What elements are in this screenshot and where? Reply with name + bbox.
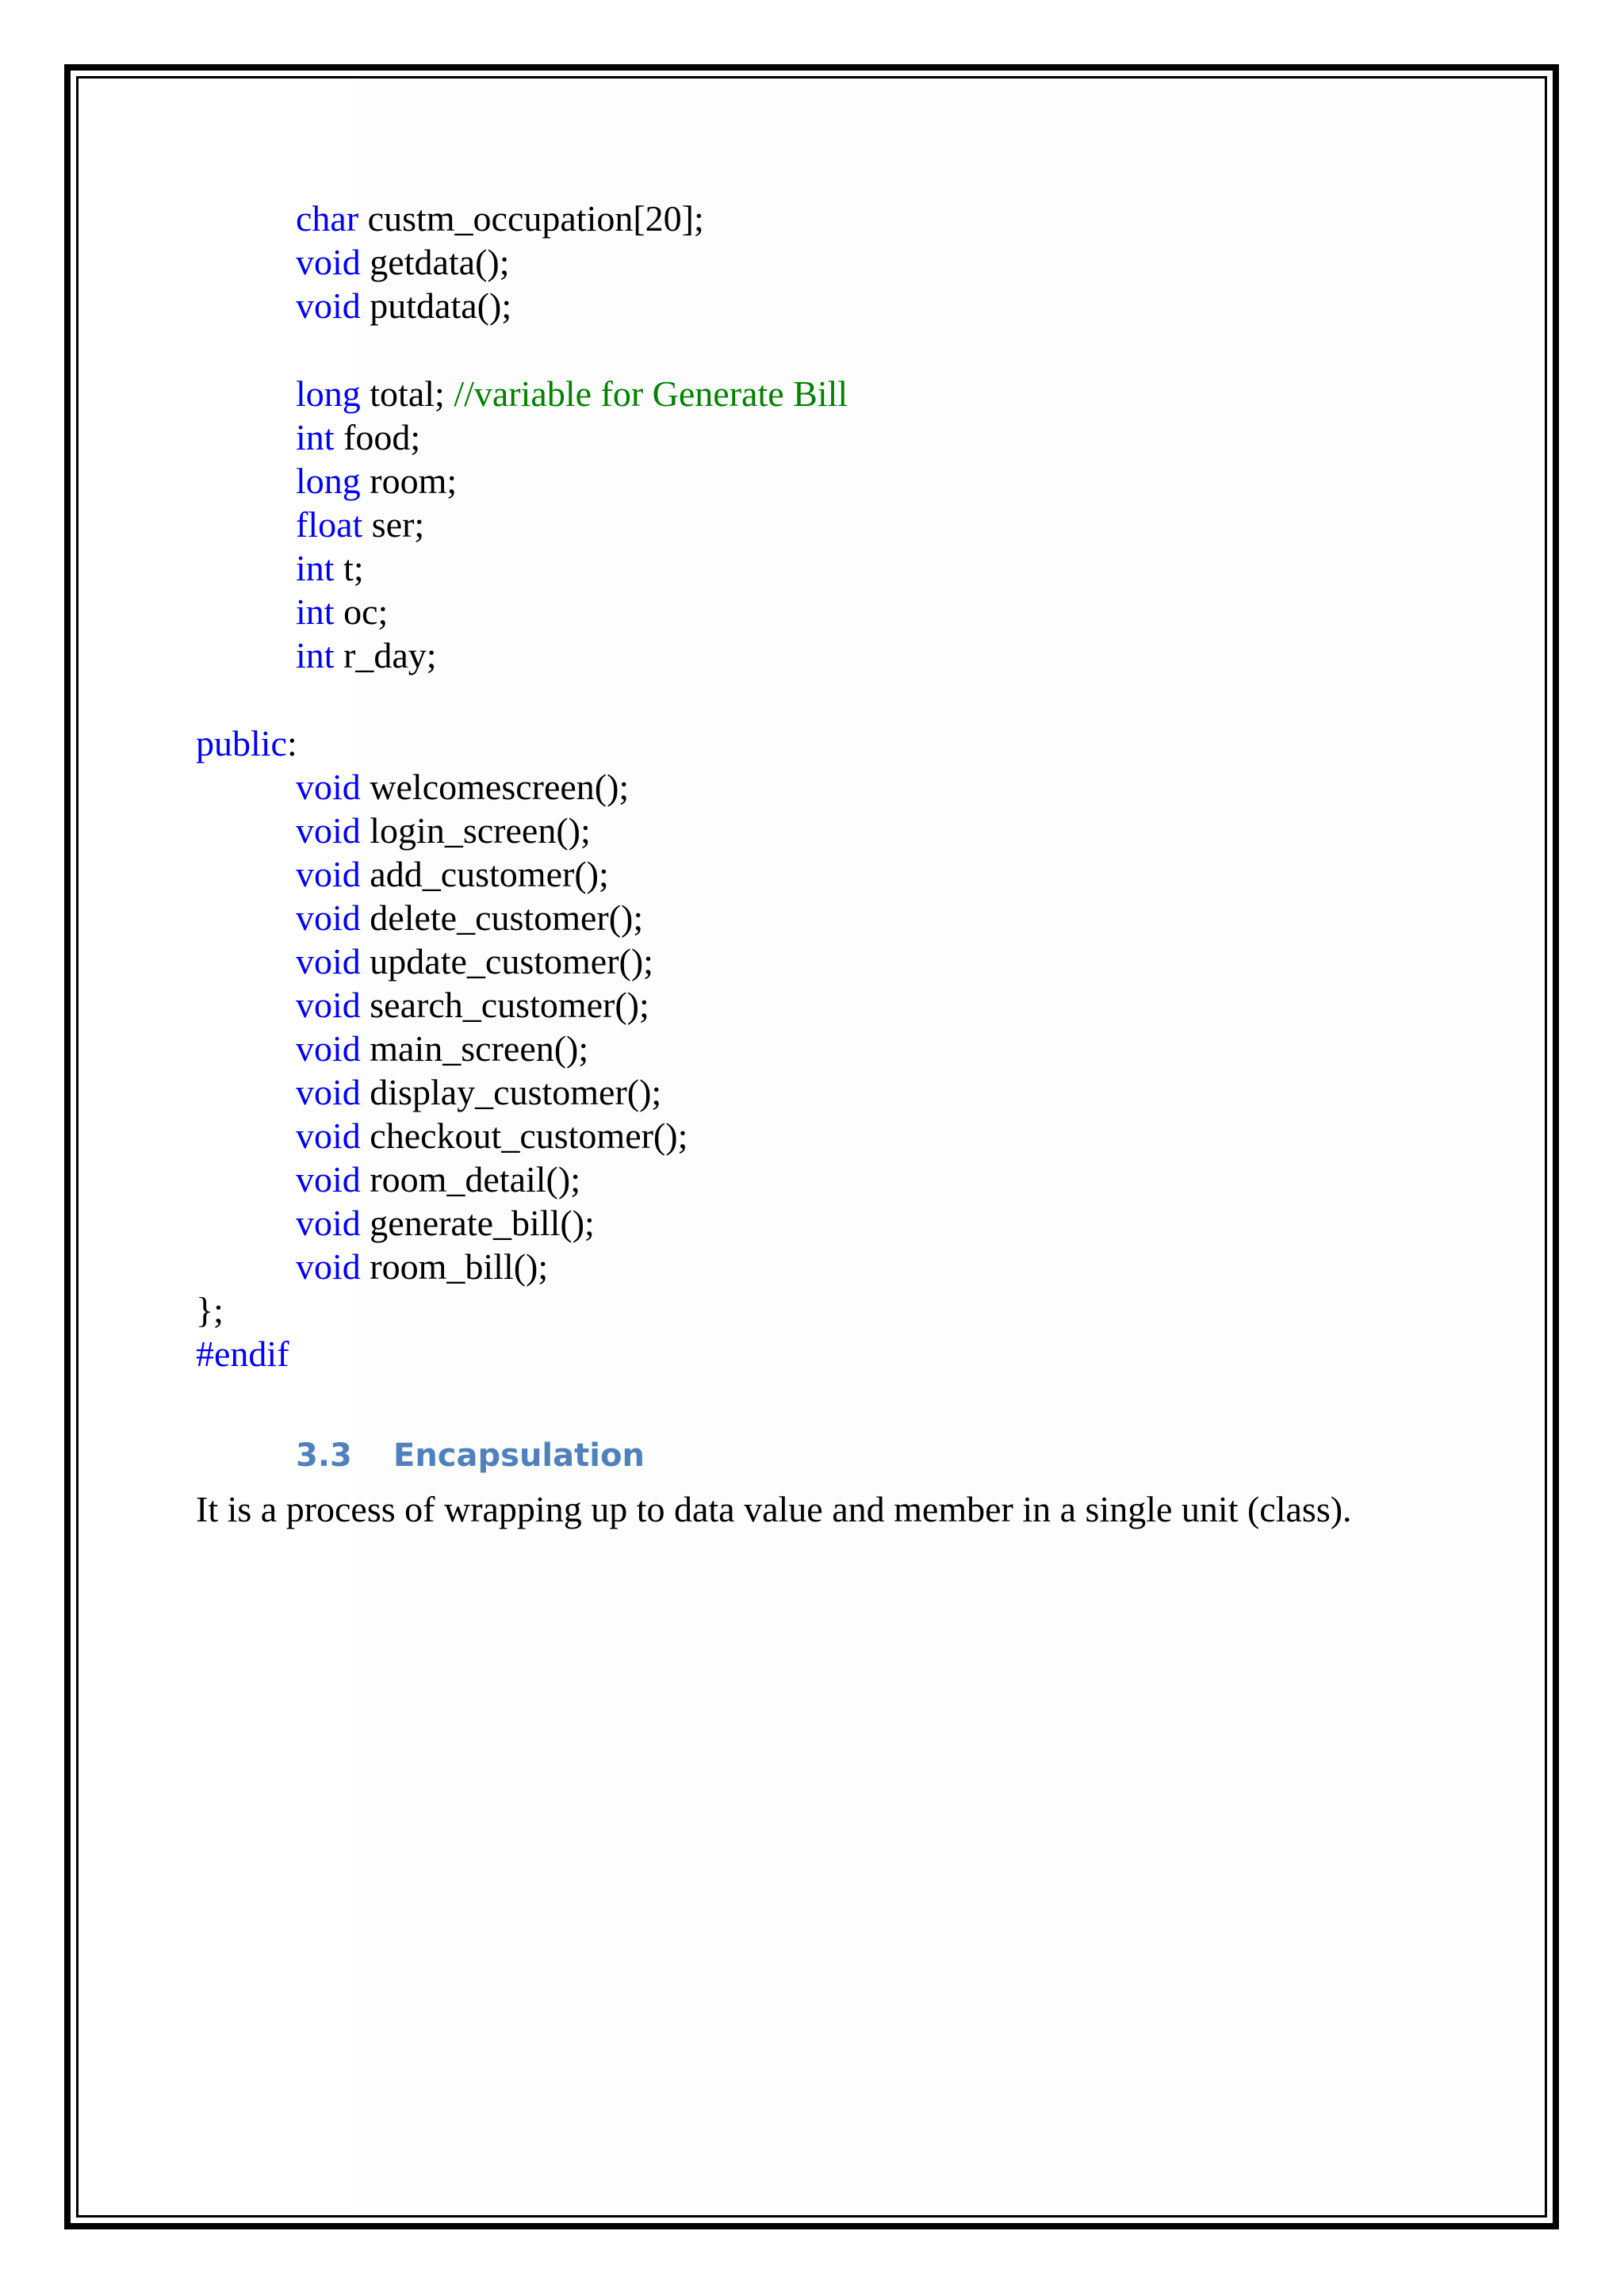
code-keyword: void: [296, 1072, 361, 1112]
code-text: add_customer();: [360, 854, 609, 894]
code-keyword: void: [296, 242, 361, 282]
code-line: [296, 546, 364, 591]
code-line: [296, 1027, 588, 1071]
code-keyword: void: [296, 1246, 361, 1287]
code-line: [296, 983, 649, 1027]
code-text: r_day;: [334, 635, 437, 675]
code-line: [296, 896, 643, 940]
code-text: getdata();: [360, 242, 510, 282]
code-line: [296, 852, 609, 897]
code-keyword: long: [296, 373, 361, 414]
code-line: [296, 809, 591, 853]
code-line: [296, 1114, 688, 1158]
code-text: putdata();: [360, 285, 512, 326]
code-keyword: int: [296, 417, 335, 457]
code-keyword: int: [296, 635, 335, 675]
code-text: room_bill();: [360, 1246, 549, 1287]
code-line: [296, 1070, 661, 1115]
code-keyword: int: [296, 548, 335, 588]
code-text: total;: [360, 373, 454, 414]
code-text: room_detail();: [360, 1159, 580, 1200]
code-comment: //variable for Generate Bill: [454, 373, 848, 414]
code-line: [296, 633, 437, 678]
code-line-class-end: };: [196, 1290, 224, 1330]
code-line-endif: #endif: [196, 1334, 289, 1374]
code-text: login_screen();: [360, 810, 591, 851]
code-text: checkout_customer();: [360, 1115, 688, 1156]
code-keyword: void: [296, 810, 361, 851]
code-line: [296, 372, 848, 416]
code-line: [296, 503, 424, 547]
section-title: Encapsulation: [393, 1437, 645, 1474]
code-text: custm_occupation[20];: [358, 198, 704, 239]
code-line: [296, 415, 420, 460]
code-text: update_customer();: [360, 941, 653, 982]
code-keyword: void: [296, 854, 361, 894]
code-text: welcomescreen();: [360, 767, 630, 807]
code-text: delete_customer();: [360, 897, 644, 938]
code-line: [296, 459, 457, 503]
code-keyword: void: [296, 985, 361, 1025]
section-number: 3.3: [296, 1437, 352, 1474]
code-text: search_customer();: [360, 985, 649, 1025]
code-keyword: void: [296, 1203, 361, 1243]
code-keyword: int: [296, 591, 335, 632]
code-line-public-label: [196, 721, 297, 766]
code-keyword: public: [196, 723, 287, 763]
code-line: [296, 765, 629, 809]
code-keyword: void: [296, 897, 361, 938]
code-keyword: void: [296, 1159, 361, 1200]
code-text: t;: [334, 548, 364, 588]
code-text: room;: [360, 461, 458, 501]
code-keyword: void: [296, 941, 361, 982]
code-text: oc;: [334, 591, 389, 632]
code-keyword: char: [296, 198, 359, 239]
section-paragraph: It is a process of wrapping up to data value and member in a single unit (class).: [196, 1489, 1352, 1529]
code-line: [296, 590, 388, 634]
code-text: generate_bill();: [360, 1203, 595, 1243]
code-line: [296, 1245, 548, 1289]
code-line: [296, 1201, 595, 1246]
code-keyword: void: [296, 285, 361, 326]
code-line: [296, 284, 511, 328]
code-keyword: void: [296, 767, 361, 807]
code-keyword: long: [296, 461, 361, 501]
code-text: food;: [334, 417, 421, 457]
code-text: :: [286, 723, 297, 763]
code-line: [296, 197, 704, 241]
code-keyword: void: [296, 1028, 361, 1069]
code-keyword: void: [296, 1115, 361, 1156]
code-line: [296, 1158, 580, 1202]
code-keyword: float: [296, 504, 363, 545]
code-text: main_screen();: [360, 1028, 589, 1069]
code-text: ser;: [362, 504, 425, 545]
code-line: [296, 240, 510, 285]
code-text: display_customer();: [360, 1072, 662, 1112]
code-line: [296, 939, 653, 984]
